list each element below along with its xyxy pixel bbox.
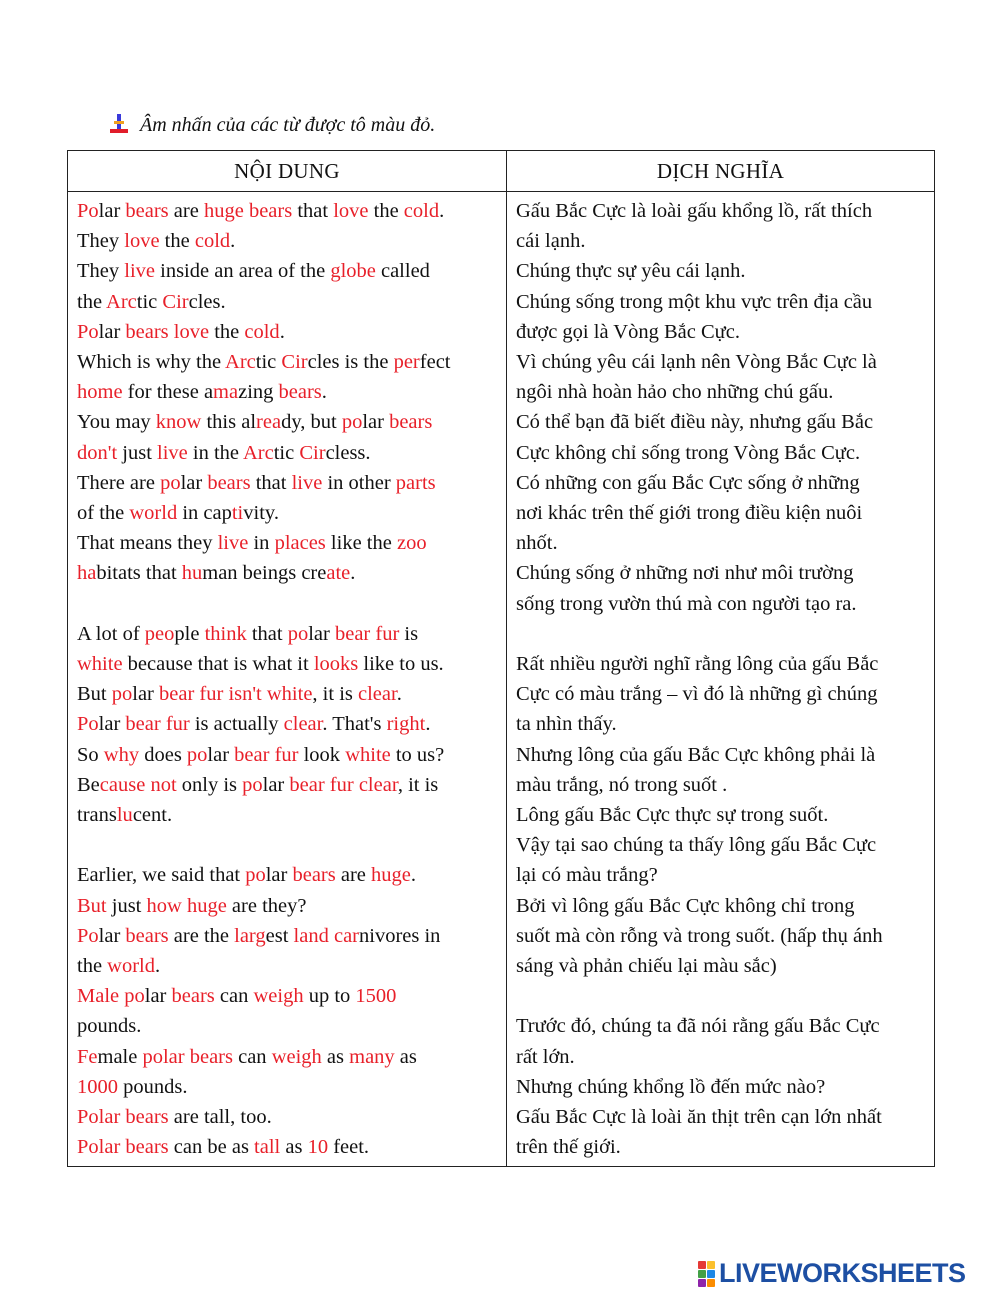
plain-text: up to [303,985,356,1008]
plain-text: called [375,260,430,283]
plain-text: But [77,683,112,706]
stressed-text: how [146,894,182,917]
english-line [77,498,497,528]
vietnamese-line: Trước đó, chúng ta đã nói rằng gấu Bắc Cực [516,1015,880,1038]
plain-text: tic [136,290,163,313]
plain-text: in other [322,471,396,494]
plain-text: is actually [189,713,284,736]
plain-text: nivores in [359,924,441,947]
english-line [77,317,497,347]
stressed-text: land [293,924,329,947]
vietnamese-line: Chúng sống ở những nơi như môi trường [516,562,854,585]
vietnamese-line [516,619,925,649]
vietnamese-line: màu trắng, nó trong suốt . [516,773,728,796]
plain-text: . [439,200,445,222]
stressed-text: Polar [77,1106,121,1129]
vietnamese-line: trên thế giới. [516,1136,621,1159]
plain-text: the [159,230,195,253]
stressed-text: bear [234,743,270,766]
stressed-text: Arc [243,441,274,464]
english-line [77,740,497,770]
plain-text: are the [168,924,235,947]
stressed-text: Cir [162,290,189,313]
english-line [77,438,497,468]
vietnamese-line: suốt mà còn rỗng và trong suốt. (hấp thụ ánh [516,924,883,947]
vietnamese-cell [507,192,935,1167]
stressed-text: bear [334,622,371,645]
vietnamese-line: Cực có màu trắng – vì đó là những gì chúng [516,683,878,706]
stressed-text: world [129,502,178,525]
liveworksheets-wordmark: LIVEWORKSHEETS [719,1258,966,1288]
plain-text: in the [187,441,243,464]
plain-text: does [139,743,187,766]
english-line [77,709,497,739]
plain-text: because that is what it [122,653,314,676]
plain-text: feet. [328,1136,370,1159]
english-line [77,407,497,437]
english-line [77,1072,497,1102]
english-line [77,558,497,588]
stressed-text: peo [144,622,175,645]
stressed-text: live [157,441,188,464]
logo-square [698,1261,706,1269]
stressed-text: huge [203,200,244,222]
vietnamese-line: lại có màu trắng? [516,864,658,887]
logo-square [707,1279,715,1287]
plain-text: of the [77,502,130,525]
stressed-text: per [393,351,420,374]
stressed-text: love [124,230,160,253]
vietnamese-line: Có thể bạn đã biết điều này, nhưng gấu Bắc [516,411,874,434]
plain-text: lar [98,713,126,736]
stressed-text: Arc [106,290,137,313]
stressed-text: know [155,411,202,434]
stressed-text: fur [375,622,400,645]
stressed-text: fur [274,743,299,766]
plain-text: lar [98,200,126,222]
stressed-text: bears [125,924,169,947]
stressed-text: right [386,713,426,736]
plain-text: can [214,985,254,1008]
plain-text: trans [77,804,117,827]
stressed-text: Fe [77,1045,98,1068]
stressed-text: Po [77,713,99,736]
stressed-text: bears [389,411,433,434]
english-line [77,679,497,709]
plain-text: male [97,1045,143,1068]
plain-text: , it is [312,683,358,706]
vietnamese-line: nơi khác trên thế giới trong điều kiện nuôi [516,502,863,525]
vietnamese-line: Gấu Bắc Cực là loài gấu khổng lồ, rất thích [516,200,873,222]
stressed-text: But [77,894,107,917]
plain-text: You may [77,411,156,434]
stressed-text: love [173,320,210,343]
vietnamese-line: Gấu Bắc Cực là loài ăn thịt trên cạn lớn nhất [516,1106,882,1129]
plain-text: lar [180,471,208,494]
vietnamese-line: sáng và phản chiếu lại màu sắc) [516,955,777,978]
plain-text: est [265,924,294,947]
stressed-text: po [186,743,208,766]
plain-text: tic [255,351,282,374]
bullet-icon [108,114,130,136]
plain-text: They [77,230,125,253]
plain-text: vity. [243,502,279,525]
english-line [77,770,497,800]
english-line [77,619,497,649]
vietnamese-line: rất lớn. [516,1045,575,1068]
stressed-text: clear [358,683,397,706]
plain-text: . [350,562,356,585]
plain-text: A lot of [77,622,145,645]
stressed-text: not [150,773,177,796]
plain-text: the [77,290,107,313]
plain-text: Earlier, we said that [77,864,246,887]
stressed-text: ti [231,502,244,525]
plain-text: . [155,955,161,978]
english-cell [68,192,507,1167]
stressed-text: clear [283,713,323,736]
vietnamese-line: ngôi nhà hoàn hảo cho những chú gấu. [516,381,834,404]
plain-text: can [232,1045,272,1068]
stressed-text: bears [248,200,293,222]
stressed-text: huge [186,894,227,917]
stressed-text: world [107,955,155,978]
stress-note [108,112,435,138]
stressed-text: bears [189,1045,233,1068]
logo-square [698,1270,706,1278]
stressed-text: bear [159,683,195,706]
plain-text: . That's [322,713,387,736]
vietnamese-line: Bởi vì lông gấu Bắc Cực không chỉ trong [516,894,855,917]
stressed-text: hu [181,562,203,585]
header-content: NỘI DUNG [68,151,507,192]
vietnamese-line: Chúng thực sự yêu cái lạnh. [516,260,746,283]
stressed-text: fur [329,773,354,796]
plain-text: . [279,320,285,343]
vietnamese-line: Vì chúng yêu cái lạnh nên Vòng Bắc Cực là [516,351,877,374]
plain-text: cent. [132,804,173,827]
english-line [77,1132,497,1162]
stressed-text: Male [77,985,120,1008]
plain-text: cles. [188,290,226,313]
stressed-text: Arc [225,351,256,374]
plain-text: cless. [325,441,371,464]
stressed-text: many [349,1045,395,1068]
english-line [77,921,497,951]
stressed-text: po [242,773,263,796]
stressed-text: white [266,683,313,706]
plain-text: as [280,1136,308,1159]
stressed-text: po [111,683,133,706]
plain-text: . [396,683,402,706]
vietnamese-line: sống trong vườn thú mà con người tạo ra. [516,592,857,615]
english-line [77,1011,497,1041]
stressed-text: bears [125,1136,169,1159]
stressed-text: places [274,532,326,555]
plain-text: So [77,743,104,766]
plain-text: . [230,230,236,253]
stressed-text: 1500 [355,985,397,1008]
stressed-text: Po [77,924,99,947]
plain-text: in cap [177,502,232,525]
plain-text: They [77,260,125,283]
stressed-text: zoo [396,532,427,555]
plain-text: Be [77,773,100,796]
plain-text: like the [325,532,397,555]
plain-text: are [168,200,204,222]
plain-text: to us? [390,743,445,766]
plain-text: the [209,320,245,343]
header-translation: DỊCH NGHĨA [507,151,935,192]
stressed-text: live [124,260,155,283]
plain-text: that [250,471,292,494]
stressed-text: cold [244,320,280,343]
stressed-text: weigh [271,1045,322,1068]
stressed-text: Po [77,320,99,343]
plain-text: bitats that [96,562,182,585]
plain-text: in [248,532,275,555]
plain-text: just [106,894,147,917]
stressed-text: tall [254,1136,281,1159]
vietnamese-line: Lông gấu Bắc Cực thực sự trong suốt. [516,804,829,827]
stressed-text: bears [278,381,322,404]
plain-text: like to us. [358,653,444,676]
stressed-text: weigh [253,985,304,1008]
stressed-text: don't [77,441,118,464]
english-line [77,226,497,256]
plain-text: lar [144,985,172,1008]
english-line [77,528,497,558]
stressed-text: cold [403,200,440,222]
plain-text: ple [174,622,205,645]
plain-text: as [321,1045,350,1068]
stressed-text: think [204,622,247,645]
stressed-text: po [124,985,145,1008]
vietnamese-line: Chúng sống trong một khu vực trên địa cầu [516,290,873,313]
vietnamese-line: Nhưng chúng khổng lồ đến mức nào? [516,1075,826,1098]
liveworksheets-logo [698,1258,966,1289]
english-line [77,468,497,498]
plain-text: fect [419,351,451,374]
logo-square [698,1279,706,1287]
stressed-text: rea [256,411,282,434]
plain-text: just [117,441,158,464]
plain-text: lar [265,864,293,887]
plain-text: as [394,1045,417,1068]
english-line [77,347,497,377]
plain-text: is [399,622,419,645]
english-line [77,1042,497,1072]
stressed-text: white [345,743,391,766]
english-line [77,589,497,619]
english-line [77,1102,497,1132]
plain-text: lar [132,683,159,706]
stressed-text: globe [330,260,376,283]
stressed-text: larg [234,924,266,947]
plain-text: zing [238,381,279,404]
english-line [77,891,497,921]
vietnamese-line: Rất nhiều người nghĩ rằng lông của gấu Bắc [516,653,879,676]
stressed-text: parts [395,471,436,494]
stressed-text: home [77,381,123,404]
plain-text: lar [207,743,235,766]
plain-text: That means they [77,532,218,555]
plain-text: lar [308,622,335,645]
stressed-text: Cir [281,351,308,374]
stressed-text: car [333,924,359,947]
vietnamese-line: Cực không chỉ sống trong Vòng Bắc Cực. [516,441,861,464]
vietnamese-line: Nhưng lông của gấu Bắc Cực không phải là [516,743,876,766]
stressed-text: bears [292,864,336,887]
liveworksheets-icon [698,1261,715,1287]
stressed-text: po [341,411,363,434]
vietnamese-line: Có những con gấu Bắc Cực sống ở những [516,471,860,494]
vietnamese-line: được gọi là Vòng Bắc Cực. [516,320,740,343]
stressed-text: po [160,471,181,494]
english-line [77,951,497,981]
stressed-text: ate [326,562,351,585]
vietnamese-line: Vậy tại sao chúng ta thấy lông gấu Bắc Cực [516,834,877,857]
plain-text: . [321,381,327,404]
translation-table [67,150,935,1167]
plain-text: that [292,200,334,222]
english-line [77,196,497,226]
stressed-text: ma [213,381,239,404]
plain-text: can be as [168,1136,255,1159]
stressed-text: love [333,200,369,222]
stressed-text: fur [165,713,190,736]
stressed-text: bears [125,200,169,222]
plain-text: . [425,713,431,736]
stressed-text: lu [116,804,133,827]
stressed-text: 10 [307,1136,329,1159]
plain-text: inside an area of the [155,260,331,283]
plain-text: cles is the [307,351,394,374]
stressed-text: Cir [299,441,326,464]
stressed-text: isn't [228,683,262,706]
plain-text: lar [98,320,126,343]
stress-note-text: Âm nhấn của các từ được tô màu đỏ. [140,114,436,136]
plain-text: lar [262,773,290,796]
plain-text: pounds. [118,1075,188,1098]
english-line [77,287,497,317]
plain-text: , it is [397,773,439,796]
plain-text: are [335,864,372,887]
stressed-text: huge [371,864,411,887]
stressed-text: bears [171,985,215,1008]
stressed-text: bear [125,713,161,736]
english-line [77,377,497,407]
vietnamese-line: ta nhìn thấy. [516,713,617,736]
plain-text: lar [98,924,126,947]
plain-text: this al [201,411,257,434]
english-line [77,800,497,830]
plain-text: only is [176,773,243,796]
stressed-text: bear [289,773,325,796]
plain-text: are tall, too. [168,1106,272,1129]
stressed-text: bears [207,471,251,494]
stressed-text: fur [199,683,224,706]
vietnamese-line: nhốt. [516,532,558,555]
plain-text: for these a [122,381,214,404]
stressed-text: po [245,864,266,887]
logo-square [707,1261,715,1269]
plain-text: lar [362,411,390,434]
plain-text: look [298,743,346,766]
plain-text: the [77,955,108,978]
stressed-text: cold [194,230,231,253]
plain-text: There are [77,471,161,494]
plain-text: man beings cre [202,562,327,585]
plain-text: Which is why the [77,351,226,374]
plain-text: tic [273,441,300,464]
plain-text: . [410,864,417,887]
stressed-text: Po [77,200,99,222]
plain-text: that [246,622,288,645]
stressed-text: polar [142,1045,185,1068]
english-line [77,981,497,1011]
stressed-text: cause [99,773,146,796]
english-line [77,830,497,860]
stressed-text: Polar [77,1136,121,1159]
stressed-text: bears [125,320,169,343]
vietnamese-line: cái lạnh. [516,230,586,253]
plain-text: the [368,200,404,222]
plain-text: pounds. [77,1015,142,1038]
logo-square [707,1270,715,1278]
stressed-text: live [217,532,249,555]
plain-text: are they? [226,894,307,917]
stressed-text: po [287,622,309,645]
english-line [77,649,497,679]
plain-text: dy, but [281,411,342,434]
english-line [77,860,497,890]
stressed-text: clear [358,773,398,796]
stressed-text: white [77,653,123,676]
stressed-text: live [291,471,323,494]
stressed-text: 1000 [77,1075,118,1098]
english-line [77,256,497,286]
stressed-text: why [103,743,140,766]
stressed-text: looks [313,653,359,676]
vietnamese-line [516,981,925,1011]
stressed-text: ha [77,562,97,585]
stressed-text: bears [125,1106,169,1129]
